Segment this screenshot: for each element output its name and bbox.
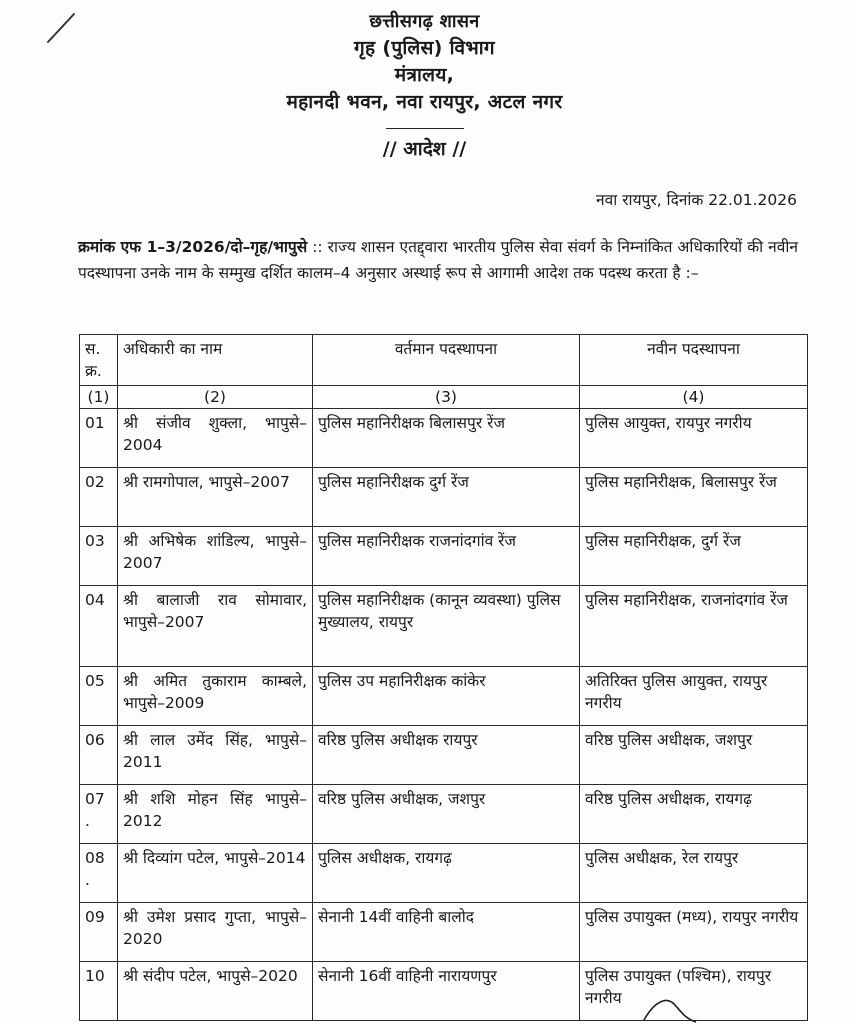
serial-cell: 02 bbox=[80, 468, 118, 527]
serial-cell: 03 bbox=[80, 527, 118, 586]
new-posting-cell: वरिष्ठ पुलिस अधीक्षक, रायगढ़ bbox=[580, 785, 808, 844]
new-posting-cell: पुलिस आयुक्त, रायपुर नगरीय bbox=[580, 409, 808, 468]
intro-paragraph bbox=[78, 234, 798, 286]
officer-name-cell: श्री संदीप पटेल, भापुसे–2020 bbox=[118, 962, 313, 1021]
table-row bbox=[80, 903, 808, 962]
officer-name-cell: श्री अमित तुकाराम काम्बले, भापुसे–2009 bbox=[118, 667, 313, 726]
header-officer-name: अधिकारी का नाम bbox=[118, 335, 313, 386]
serial-cell: 06 bbox=[80, 726, 118, 785]
serial-cell: 10 bbox=[80, 962, 118, 1021]
serial-cell: 01 bbox=[80, 409, 118, 468]
header-new-posting: नवीन पदस्थापना bbox=[580, 335, 808, 386]
date-line: नवा रायपुर, दिनांक 22.01.2026 bbox=[596, 191, 797, 209]
table-row bbox=[80, 667, 808, 726]
current-posting-cell: सेनानी 16वीं वाहिनी नारायणपुर bbox=[313, 962, 580, 1021]
handwritten-initial-mark bbox=[640, 990, 700, 1024]
document-header bbox=[0, 8, 849, 161]
postings-table bbox=[79, 334, 808, 1021]
current-posting-cell: वरिष्ठ पुलिस अधीक्षक, जशपुर bbox=[313, 785, 580, 844]
new-posting-cell: पुलिस महानिरीक्षक, राजनांदगांव रेंज bbox=[580, 586, 808, 667]
current-posting-cell: वरिष्ठ पुलिस अधीक्षक रायपुर bbox=[313, 726, 580, 785]
column-number: (3) bbox=[313, 386, 580, 409]
table-row bbox=[80, 844, 808, 903]
current-posting-cell: पुलिस महानिरीक्षक (कानून व्यवस्था) पुलिस मुख्यालय, रायपुर bbox=[313, 586, 580, 667]
serial-cell: 08 . bbox=[80, 844, 118, 903]
new-posting-cell: पुलिस महानिरीक्षक, बिलासपुर रेंज bbox=[580, 468, 808, 527]
new-posting-cell: अतिरिक्त पुलिस आयुक्त, रायपुर नगरीय bbox=[580, 667, 808, 726]
table-row bbox=[80, 586, 808, 667]
header-current-posting: वर्तमान पदस्थापना bbox=[313, 335, 580, 386]
intro-text: :: राज्य शासन एतद्द्वारा भारतीय पुलिस सेवा संवर्ग के निम्नांकित अधिकारियों की नवीन पदस्थापना उनके नाम के सम्मुख दर्शित कालम–4 अनुसार अस्थाई रूप से आगामी आदेश तक पदस्थ करता है :– bbox=[78, 238, 798, 282]
officer-name-cell: श्री संजीव शुक्ला, भापुसे–2004 bbox=[118, 409, 313, 468]
officer-name-cell: श्री बालाजी राव सोमावार, भापुसे–2007 bbox=[118, 586, 313, 667]
header-department: गृह (पुलिस) विभाग bbox=[354, 37, 495, 59]
table-row bbox=[80, 726, 808, 785]
serial-cell: 05 bbox=[80, 667, 118, 726]
serial-cell: 09 bbox=[80, 903, 118, 962]
column-number: (4) bbox=[580, 386, 808, 409]
new-posting-cell: वरिष्ठ पुलिस अधीक्षक, जशपुर bbox=[580, 726, 808, 785]
current-posting-cell: पुलिस महानिरीक्षक राजनांदगांव रेंज bbox=[313, 527, 580, 586]
table-row bbox=[80, 527, 808, 586]
current-posting-cell: सेनानी 14वीं वाहिनी बालोद bbox=[313, 903, 580, 962]
header-ministry: मंत्रालय, bbox=[394, 64, 455, 86]
serial-cell: 07 . bbox=[80, 785, 118, 844]
table-row bbox=[80, 468, 808, 527]
header-serial: स. क्र. bbox=[80, 335, 118, 386]
officer-name-cell: श्री उमेश प्रसाद गुप्ता, भापुसे–2020 bbox=[118, 903, 313, 962]
new-posting-cell: पुलिस अधीक्षक, रेल रायपुर bbox=[580, 844, 808, 903]
header-divider bbox=[386, 128, 464, 129]
officer-name-cell: श्री दिव्यांग पटेल, भापुसे–2014 bbox=[118, 844, 313, 903]
column-number: (2) bbox=[118, 386, 313, 409]
order-title: // आदेश // bbox=[382, 138, 467, 160]
table-row bbox=[80, 409, 808, 468]
new-posting-cell: पुलिस महानिरीक्षक, दुर्ग रेंज bbox=[580, 527, 808, 586]
header-state-govt: छत्तीसगढ़ शासन bbox=[369, 11, 480, 32]
order-reference: क्रमांक एफ 1–3/2026/दो–गृह/भापुसे bbox=[78, 238, 308, 256]
column-number: (1) bbox=[80, 386, 118, 409]
column-number-row bbox=[80, 386, 808, 409]
officer-name-cell: श्री अभिषेक शांडिल्य, भापुसे–2007 bbox=[118, 527, 313, 586]
officer-name-cell: श्री लाल उमेंद सिंह, भापुसे–2011 bbox=[118, 726, 313, 785]
current-posting-cell: पुलिस उप महानिरीक्षक कांकेर bbox=[313, 667, 580, 726]
new-posting-cell: पुलिस उपायुक्त (पश्चिम), रायपुर नगरीय bbox=[580, 962, 808, 1021]
officer-name-cell: श्री रामगोपाल, भापुसे–2007 bbox=[118, 468, 313, 527]
header-address: महानदी भवन, नवा रायपुर, अटल नगर bbox=[286, 91, 563, 113]
serial-cell: 04 bbox=[80, 586, 118, 667]
current-posting-cell: पुलिस महानिरीक्षक बिलासपुर रेंज bbox=[313, 409, 580, 468]
table-header-row bbox=[80, 335, 808, 386]
new-posting-cell: पुलिस उपायुक्त (मध्य), रायपुर नगरीय bbox=[580, 903, 808, 962]
table-row bbox=[80, 785, 808, 844]
officer-name-cell: श्री शशि मोहन सिंह भापुसे– 2012 bbox=[118, 785, 313, 844]
current-posting-cell: पुलिस महानिरीक्षक दुर्ग रेंज bbox=[313, 468, 580, 527]
current-posting-cell: पुलिस अधीक्षक, रायगढ़ bbox=[313, 844, 580, 903]
